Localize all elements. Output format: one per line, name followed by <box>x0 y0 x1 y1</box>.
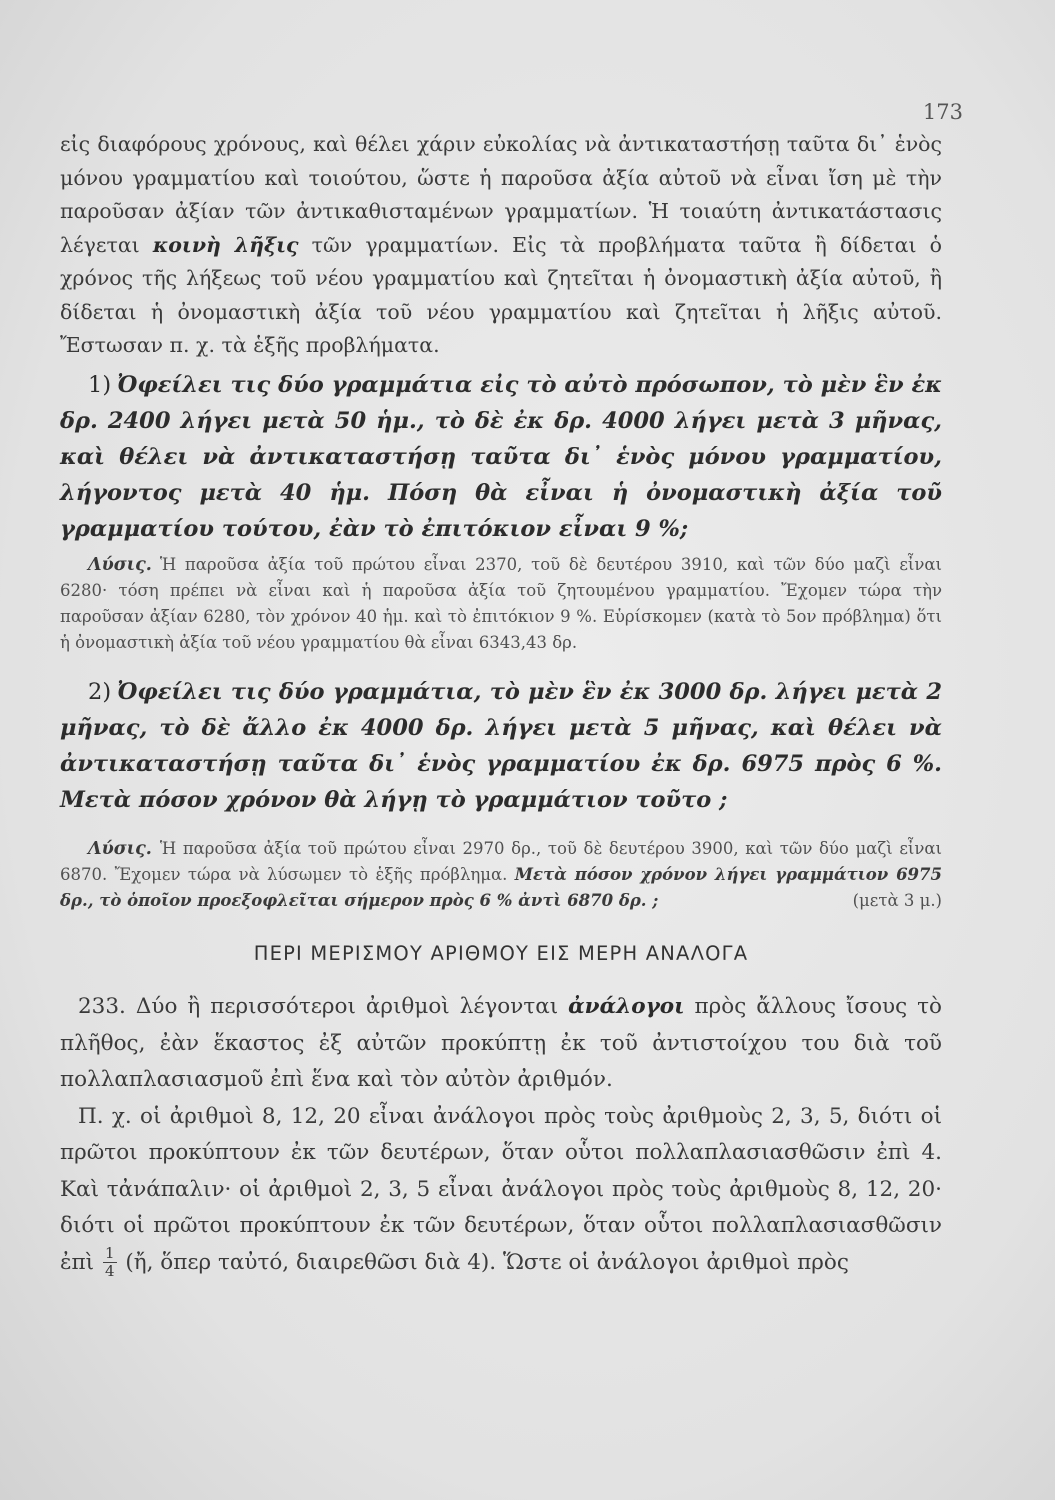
problem-2 <box>60 674 942 819</box>
problem-2-number: 2) <box>88 678 112 705</box>
problem-2-text: Ὀφείλει τις δύο γραμμάτια, τὸ μὲν ἓν ἐκ 3000 δρ. λήγει μετὰ 2 μῆνας, τὸ δὲ ἄλλο ἐκ 4000 δρ. λήγει μετὰ 5 μῆνας, καὶ θέλει νὰ ἀντικαταστήσῃ ταῦτα δι᾽ ἑνὸς γραμματίου ἐκ δρ. 6975 πρὸς 6 %. Μετὰ πόσον χρόνον θὰ λήγῃ τὸ γραμμάτιον τοῦτο ; <box>60 678 942 814</box>
section-233-text-2: πρὸς ἄλλους ἴσους τὸ πλῆθος, ἐὰν ἕκαστος ἐξ αὐτῶν προκύπτῃ ἐκ τοῦ ἀντιστοίχου του διὰ τοῦ πολλαπλασιασμοῦ ἐπὶ ἕνα καὶ τὸν αὐτὸν ἀριθμόν. <box>60 994 942 1093</box>
fraction-denominator: 4 <box>104 1262 115 1281</box>
fraction-numerator: 1 <box>104 1244 115 1263</box>
intro-text-1: εἰς διαφόρους χρόνους, καὶ θέλει χάριν εὐκολίας νὰ ἀντικαταστήσῃ ταῦτα δι᾽ ἑνὸς μόνου γραμματίου καὶ τοιούτου, ὥστε ἡ παροῦσα ἀξία αὐτοῦ νὰ εἶναι ἴση μὲ τὴν παροῦσαν ἀξίαν τῶν ἀντικαθισταμένων γραμματίων. Ἡ τοιαύτη ἀντικατάστασις λέγεται <box>60 132 942 257</box>
intro-paragraph <box>60 128 942 363</box>
fraction-one-quarter <box>103 1245 117 1280</box>
solution-2-answer: (μετὰ 3 μ.) <box>852 891 942 911</box>
example-text-2: (ἤ, ὅπερ ταὐτό, διαιρεθῶσι διὰ 4). Ὥστε οἱ ἀνάλογοι ἀριθμοὶ πρὸς <box>125 1249 849 1275</box>
page-content <box>60 128 942 1281</box>
section-233-emphasis: ἀνάλογοι <box>568 994 685 1020</box>
solution-2-text: Ἡ παροῦσα ἀξία τοῦ πρώτου εἶναι 2970 δρ., τοῦ δὲ δευτέρου 3900, καὶ τῶν δύο μαζὶ εἶναι 6870. Ἔχομεν τώρα νὰ λύσωμεν τὸ ἑξῆς πρόβλημα. <box>60 839 942 885</box>
solution-2 <box>60 836 942 914</box>
problem-1 <box>60 367 942 548</box>
solution-2-question: Μετὰ πόσον χρόνον λήγει γραμμάτιον 6975 δρ., τὸ ὁποῖον προεξοφλεῖται σήμερον πρὸς 6 % ἀντὶ 6870 δρ. ; <box>60 865 943 911</box>
problem-1-text: Ὀφείλει τις δύο γραμμάτια εἰς τὸ αὐτὸ πρόσωπον, τὸ μὲν ἓν ἐκ δρ. 2400 λήγει μετὰ 50 ἡμ., τὸ δὲ ἐκ δρ. 4000 λήγει μετὰ 3 μῆνας, καὶ θέλει νὰ ἀντικαταστήσῃ ταῦτα δι᾽ ἑνὸς μόνου γραμματίου, λήγοντος μετὰ 40 ἡμ. Πόση θὰ εἶναι ἡ ὀνομαστικὴ ἀξία τοῦ γραμματίου τούτου, ἐὰν τὸ ἐπιτόκιον εἶναι 9 %; <box>60 371 942 543</box>
solution-2-label: Λύσις. <box>88 839 152 860</box>
section-233-text-1: Δύο ἢ περισσότεροι ἀριθμοὶ λέγονται <box>135 994 559 1020</box>
example-text-1: Π. χ. οἱ ἀριθμοὶ 8, 12, 20 εἶναι ἀνάλογοι πρὸς τοὺς ἀριθμοὺς 2, 3, 5, διότι οἱ πρῶτοι προκύπτουν ἐκ τῶν δευτέρων, ὅταν οὗτοι πολλαπλασιασθῶσιν ἐπὶ 4. Καὶ τἀνάπαλιν· οἱ ἀριθμοὶ 2, 3, 5 εἶναι ἀνάλογοι πρὸς τοὺς ἀριθμοὺς 8, 12, 20· διότι οἱ πρῶτοι προκύπτουν ἐκ τῶν δευτέρων, ὅταν οὗτοι πολλαπλασιασθῶσιν ἐπὶ <box>60 1103 942 1275</box>
solution-1 <box>60 552 942 656</box>
solution-1-text: Ἡ παροῦσα ἀξία τοῦ πρώτου εἶναι 2370, τοῦ δὲ δευτέρου 3910, καὶ τῶν δύο μαζὶ εἶναι 6280· τόση πρέπει νὰ εἶναι καὶ ἡ παροῦσα ἀξία τοῦ ζητουμένου γραμματίου. Ἔχομεν τώρα τὴν παροῦσαν ἀξίαν 6280, τὸν χρόνον 40 ἡμ. καὶ τὸ ἐπιτόκιον 9 %. Εὑρίσκομεν (κατὰ τὸ 5ον πρόβλημα) ὅτι ἡ ὀνομαστικὴ ἀξία τοῦ νέου γραμματίου θὰ εἶναι 6343,43 δρ. <box>60 554 942 652</box>
page-number: 173 <box>922 100 963 124</box>
solution-1-label: Λύσις. <box>88 554 152 575</box>
section-233-paragraph <box>60 989 942 1099</box>
section-233-number: 233. <box>78 994 126 1020</box>
example-paragraph <box>60 1099 942 1282</box>
problem-1-number: 1) <box>88 371 112 398</box>
intro-emphasis: κοινὴ λῆξις <box>152 232 299 257</box>
spacer <box>60 656 942 670</box>
section-heading: ΠΕΡΙ ΜΕΡΙΣΜΟΥ ΑΡΙΘΜΟΥ ΕΙΣ ΜΕΡΗ ΑΝΑΛΟΓΑ <box>253 942 749 966</box>
spacer <box>60 818 942 832</box>
intro-text-2: τῶν γραμματίων. Εἰς τὰ προβλήματα ταῦτα ἢ δίδεται ὁ χρόνος τῆς λήξεως τοῦ νέου γραμματίου καὶ ζητεῖται ἡ ὀνομαστικὴ ἀξία αὐτοῦ, ἢ δίδεται ἡ ὀνομαστικὴ ἀξία τοῦ νέου γραμματίου καὶ ζητεῖται ἡ λῆξις αὐτοῦ. Ἔστωσαν π. χ. τὰ ἑξῆς προβλήματα. <box>60 232 942 357</box>
